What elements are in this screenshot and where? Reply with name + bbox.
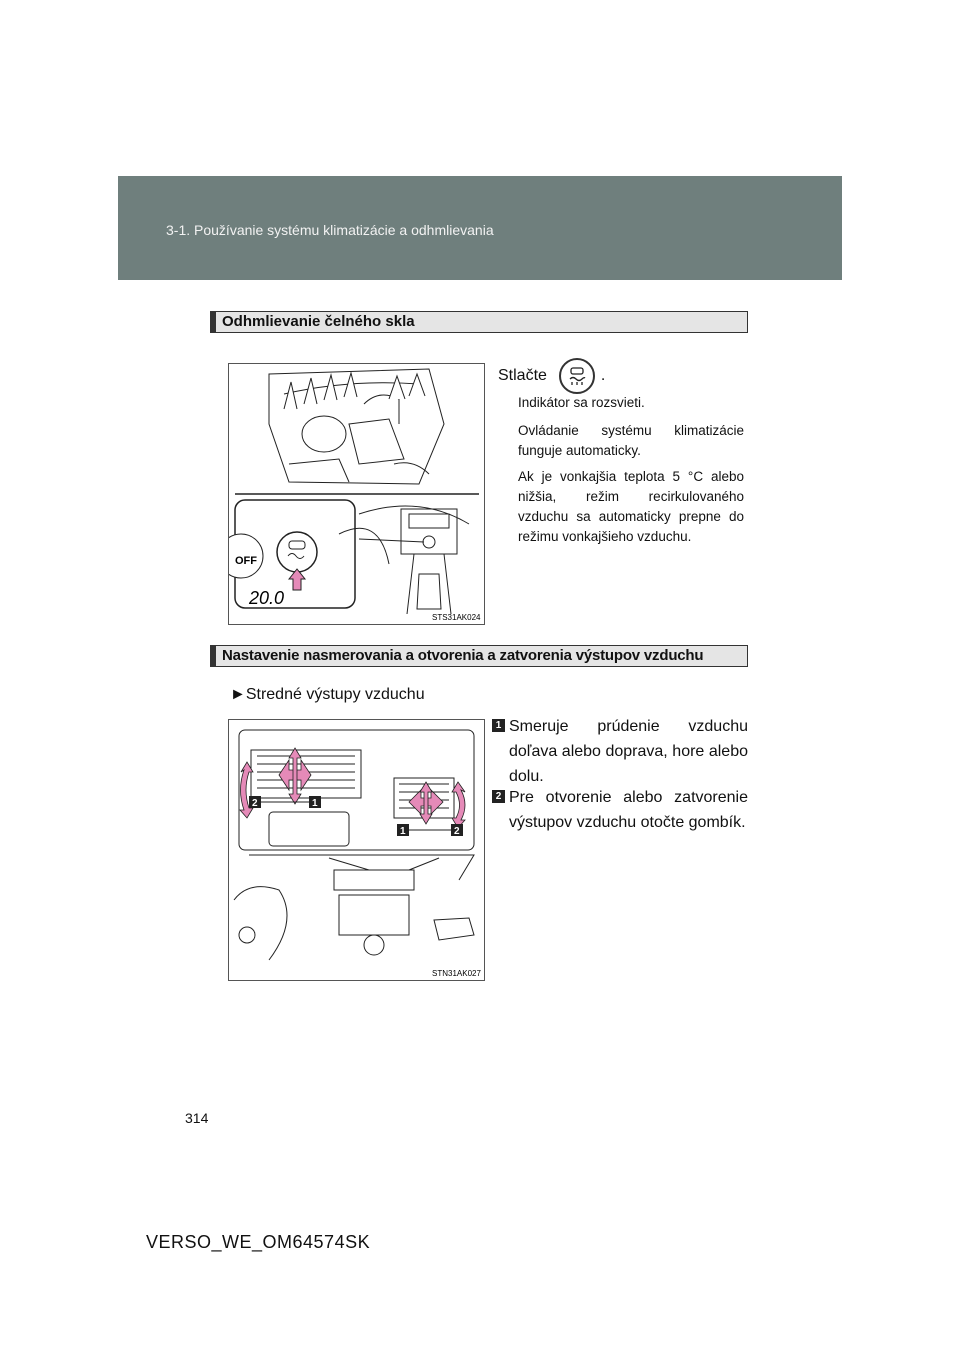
temp-display: 20.0: [249, 588, 285, 608]
callout-1b: 1: [400, 826, 406, 837]
note-indicator: Indikátor sa rozsvieti.: [518, 395, 645, 410]
callout-2b: 2: [454, 826, 460, 837]
chapter-title: 3-1. Používanie systému klimatizácie a odhmlievania: [166, 222, 494, 238]
note-auto: Ovládanie systému klimatizácie funguje automaticky.: [518, 423, 744, 458]
note-temperature: Ak je vonkajšia teplota 5 °C alebo nižšia, režim recirkulovaného vzduchu sa automaticky prepne do režimu vonkajšieho vzduchu.: [518, 469, 744, 544]
windshield-defrost-button-icon: [559, 358, 595, 394]
defrost-illustration: [229, 364, 485, 625]
list-item: [492, 785, 748, 835]
off-label: OFF: [235, 555, 257, 567]
press-label: Stlačte: [498, 367, 547, 384]
callout-1a: 1: [312, 798, 318, 809]
figure-defrost: [228, 363, 485, 625]
document-code: VERSO_WE_OM64574SK: [146, 1232, 371, 1252]
list-item: [492, 714, 748, 789]
figure-code: STS31AK024: [432, 613, 481, 622]
item-text: Smeruje prúdenie vzduchu doľava alebo doprava, hore alebo dolu.: [509, 718, 748, 785]
item-text: Pre otvorenie alebo zatvorenie výstupov vzduchu otočte gombík.: [509, 789, 748, 831]
figure-code: STN31AK027: [432, 969, 481, 978]
item-number-badge: 1: [492, 719, 505, 732]
press-instruction: [498, 358, 605, 394]
press-period: .: [600, 367, 606, 384]
chapter-header-band: [118, 176, 842, 280]
vents-illustration: [229, 720, 485, 981]
item-number-badge: 2: [492, 790, 505, 803]
section-title-vents: Nastavenie nasmerovania a otvorenia a zatvorenia výstupov vzduchu: [210, 645, 748, 667]
figure-vents: [228, 719, 485, 981]
callout-2a: 2: [252, 798, 258, 809]
section-title-defrost: Odhmlievanie čelného skla: [210, 311, 748, 333]
page-number: 314: [185, 1110, 209, 1126]
subheading-center-vents: ►Stredné výstupy vzduchu: [230, 686, 425, 703]
